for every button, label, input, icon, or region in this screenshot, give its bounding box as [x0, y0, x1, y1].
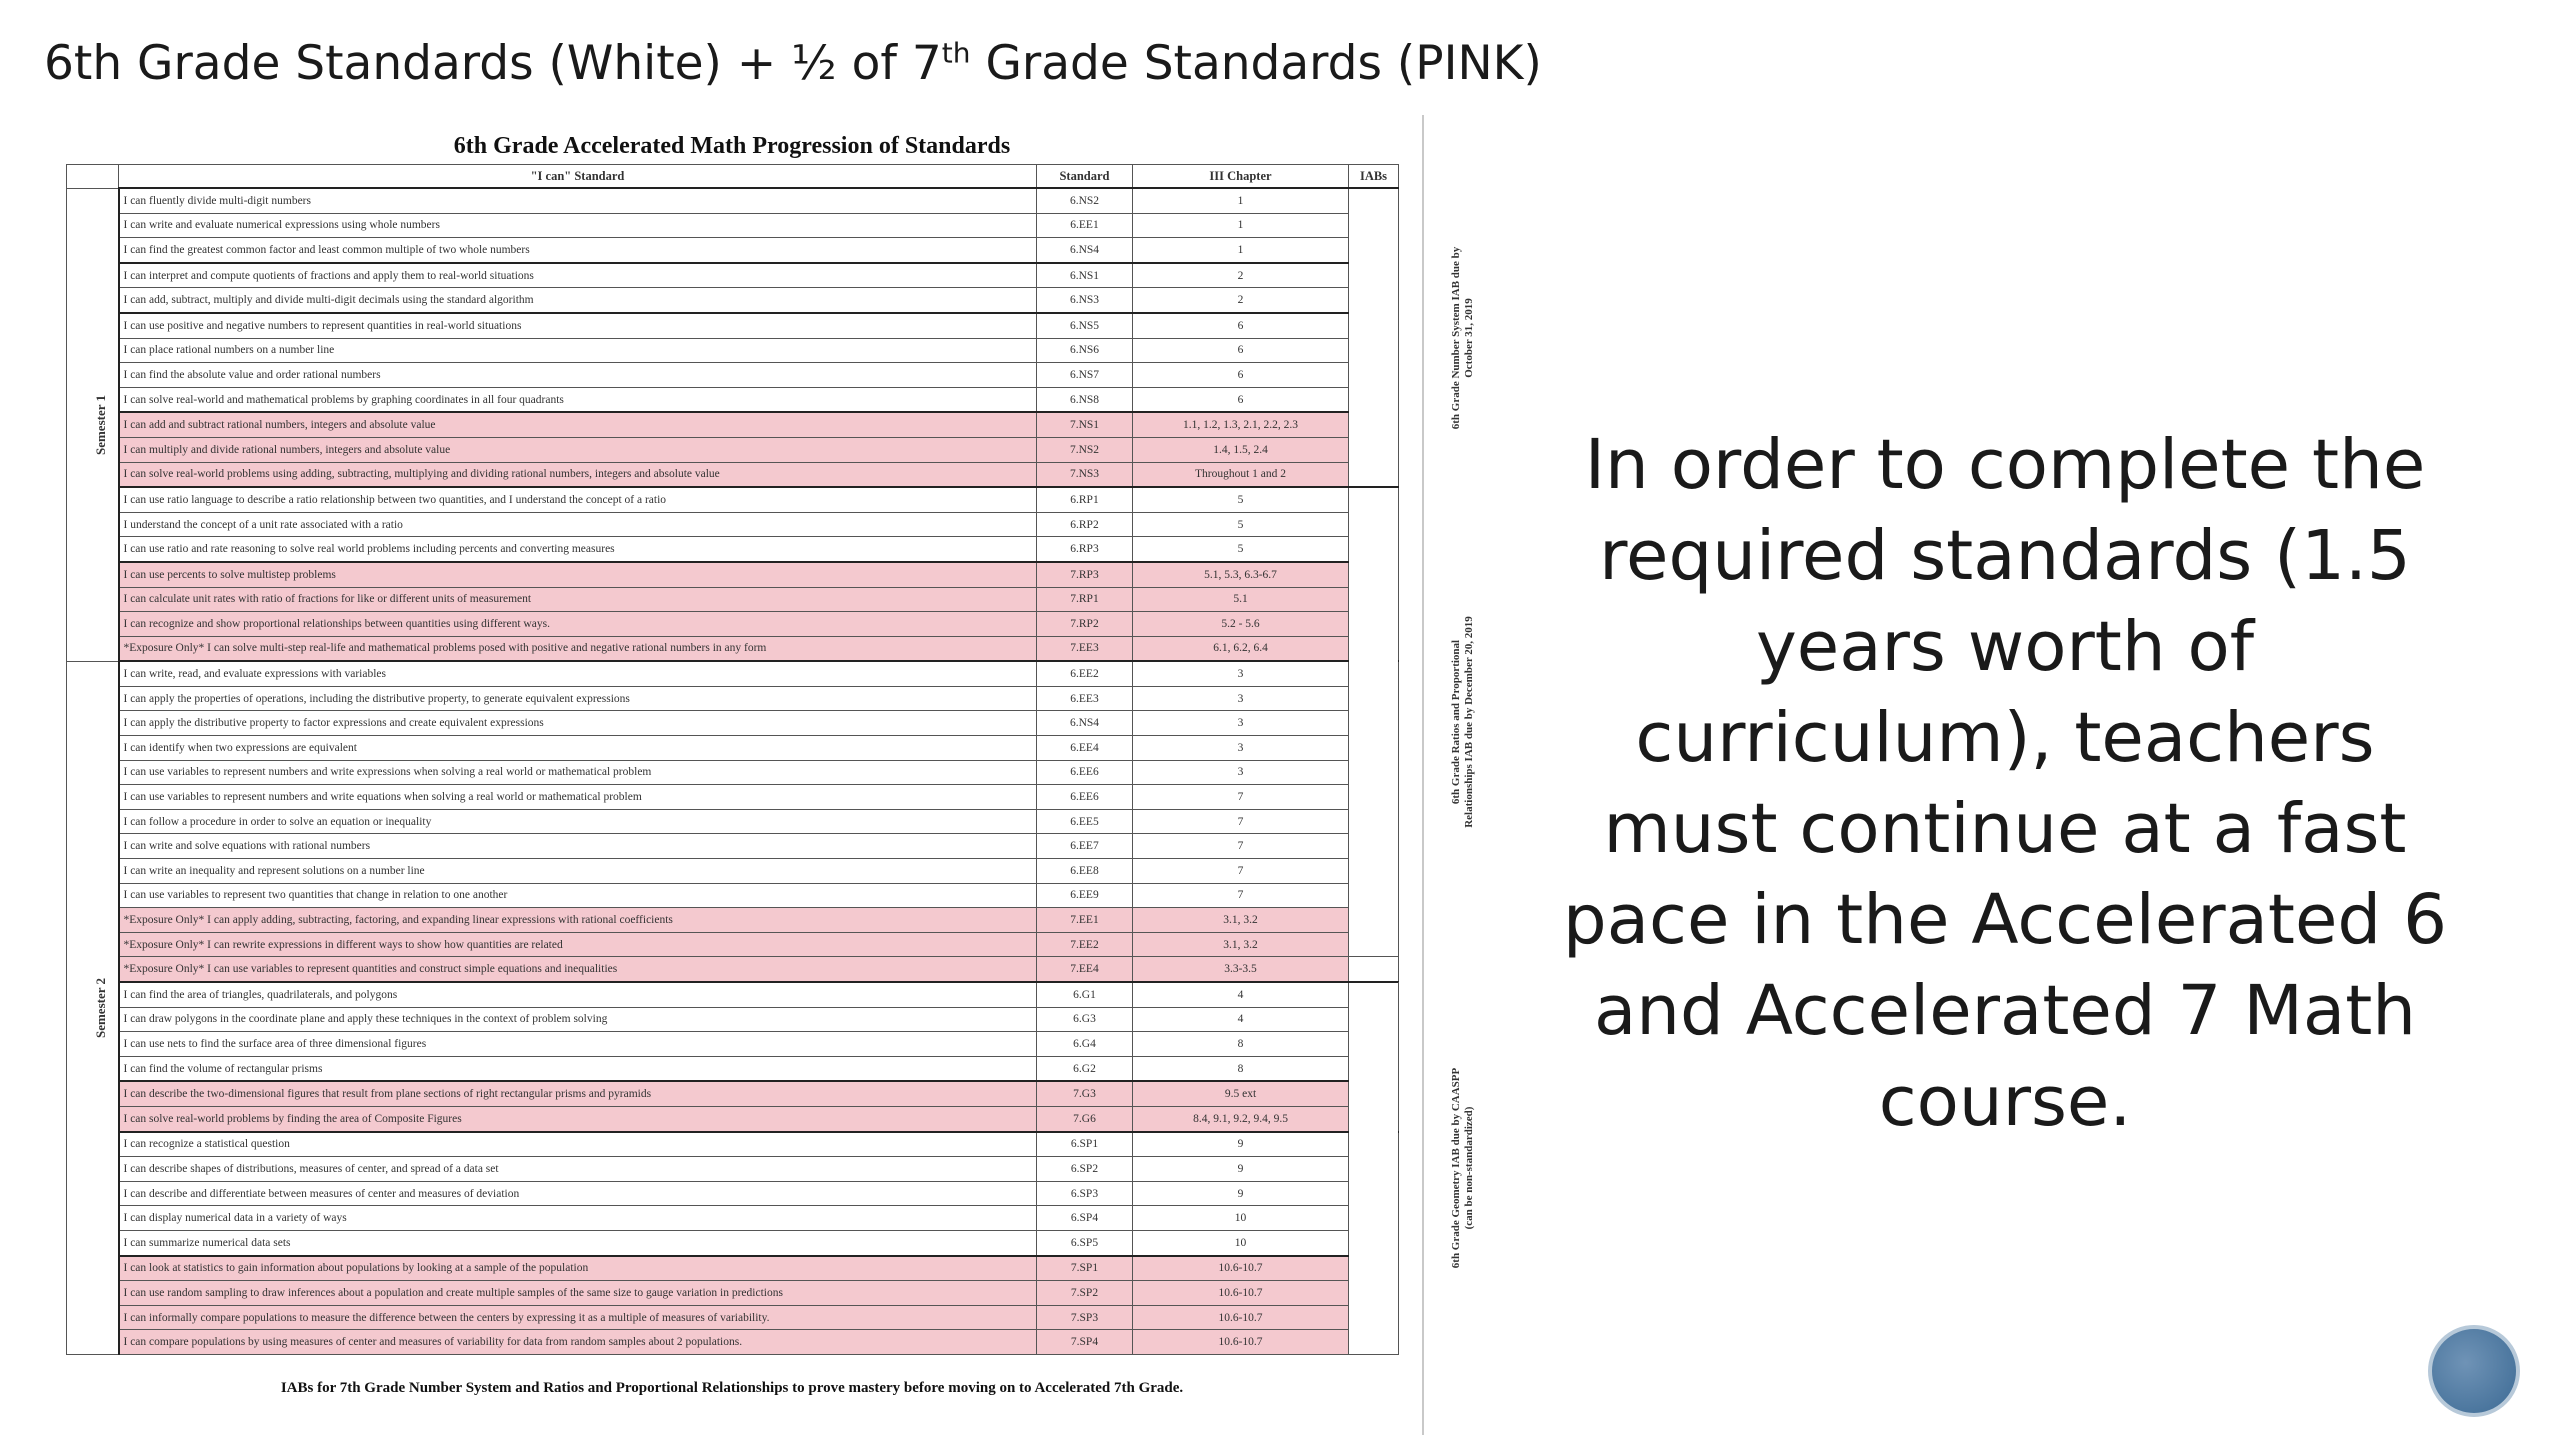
- i-can-cell: I can multiply and divide rational numbers, integers and absolute value: [119, 437, 1037, 462]
- table-row: [67, 785, 1399, 810]
- chapter-cell: 3: [1133, 760, 1349, 785]
- chapter-cell: 8.4, 9.1, 9.2, 9.4, 9.5: [1133, 1106, 1349, 1131]
- i-can-cell: I can look at statistics to gain information about populations by looking at a sample of the population: [119, 1256, 1037, 1281]
- table-row: [67, 288, 1399, 313]
- i-can-cell: I can informally compare populations to measure the difference between the centers by expressing it as a multiple of measures of variability.: [119, 1305, 1037, 1330]
- i-can-cell: I can summarize numerical data sets: [119, 1230, 1037, 1255]
- table-row: [67, 636, 1399, 661]
- standard-cell: 7.EE3: [1037, 636, 1133, 661]
- chapter-cell: 10.6-10.7: [1133, 1305, 1349, 1330]
- table-row: [67, 1132, 1399, 1157]
- table-row: [67, 1206, 1399, 1231]
- chapter-cell: 3: [1133, 686, 1349, 711]
- table-row: [67, 537, 1399, 562]
- table-row: [67, 188, 1399, 213]
- standard-cell: 6.G4: [1037, 1032, 1133, 1057]
- i-can-cell: I can solve real-world and mathematical problems by graphing coordinates in all four quadrants: [119, 387, 1037, 412]
- standard-cell: 6.NS8: [1037, 387, 1133, 412]
- standard-cell: 6.NS4: [1037, 238, 1133, 263]
- chapter-cell: 9: [1133, 1132, 1349, 1157]
- i-can-cell: I can find the area of triangles, quadrilaterals, and polygons: [119, 982, 1037, 1007]
- standards-table: [66, 164, 1475, 1355]
- header-chapter: III Chapter: [1133, 165, 1349, 189]
- slide-nav-button[interactable]: [2428, 1325, 2520, 1417]
- table-row: [67, 982, 1399, 1007]
- standard-cell: 7.EE4: [1037, 957, 1133, 982]
- standard-cell: 6.EE8: [1037, 859, 1133, 884]
- table-row: [67, 363, 1399, 388]
- table-row: [67, 1081, 1399, 1106]
- table-row: [67, 1007, 1399, 1032]
- header-i-can: "I can" Standard: [119, 165, 1037, 189]
- standard-cell: 6.SP2: [1037, 1157, 1133, 1182]
- header-iabs: IABs: [1349, 165, 1399, 189]
- standard-cell: 7.SP1: [1037, 1256, 1133, 1281]
- chapter-cell: 7: [1133, 809, 1349, 834]
- chapter-cell: 9: [1133, 1181, 1349, 1206]
- standard-cell: 7.RP1: [1037, 587, 1133, 612]
- table-row: [67, 809, 1399, 834]
- chapter-cell: 2: [1133, 288, 1349, 313]
- chapter-cell: 9.5 ext: [1133, 1081, 1349, 1106]
- slide-title: [44, 36, 1542, 91]
- table-row: [67, 387, 1399, 412]
- chapter-cell: 6: [1133, 387, 1349, 412]
- chapter-cell: 3: [1133, 736, 1349, 761]
- table-row: [67, 238, 1399, 263]
- standard-cell: 6.NS7: [1037, 363, 1133, 388]
- standard-cell: 7.NS3: [1037, 462, 1133, 487]
- i-can-cell: I can calculate unit rates with ratio of fractions for like or different units of measurement: [119, 587, 1037, 612]
- i-can-cell: *Exposure Only* I can use variables to represent quantities and construct simple equations and inequalities: [119, 957, 1037, 982]
- chapter-cell: 6.1, 6.2, 6.4: [1133, 636, 1349, 661]
- standard-cell: 6.NS6: [1037, 338, 1133, 363]
- chapter-cell: 2: [1133, 263, 1349, 288]
- i-can-cell: I can find the greatest common factor and least common multiple of two whole numbers: [119, 238, 1037, 263]
- chapter-cell: 6: [1133, 363, 1349, 388]
- i-can-cell: I can fluently divide multi-digit numbers: [119, 188, 1037, 213]
- table-row: [67, 1256, 1399, 1281]
- standard-cell: 7.SP2: [1037, 1281, 1133, 1306]
- standards-table-body: [67, 188, 1475, 1354]
- standard-cell: 7.EE2: [1037, 932, 1133, 957]
- table-row: [67, 612, 1399, 637]
- chapter-cell: 9: [1133, 1157, 1349, 1182]
- standard-cell: 7.G3: [1037, 1081, 1133, 1106]
- standard-cell: 6.EE6: [1037, 785, 1133, 810]
- table-row: [67, 587, 1399, 612]
- title-rest: Grade Standards (PINK): [970, 36, 1542, 91]
- chapter-cell: 5: [1133, 537, 1349, 562]
- standard-cell: 6.SP4: [1037, 1206, 1133, 1231]
- chapter-cell: 5.1, 5.3, 6.3-6.7: [1133, 562, 1349, 587]
- chapter-cell: 3.1, 3.2: [1133, 908, 1349, 933]
- chapter-cell: 1: [1133, 238, 1349, 263]
- standard-cell: 7.RP2: [1037, 612, 1133, 637]
- chapter-cell: 7: [1133, 785, 1349, 810]
- i-can-cell: I can use nets to find the surface area of three dimensional figures: [119, 1032, 1037, 1057]
- table-row: [67, 859, 1399, 884]
- chapter-cell: 10: [1133, 1230, 1349, 1255]
- table-row: [67, 562, 1399, 587]
- chapter-cell: 7: [1133, 859, 1349, 884]
- i-can-cell: *Exposure Only* I can apply adding, subtracting, factoring, and expanding linear expressions with rational coefficients: [119, 908, 1037, 933]
- i-can-cell: I can write and solve equations with rational numbers: [119, 834, 1037, 859]
- chapter-cell: 1: [1133, 213, 1349, 238]
- chapter-cell: 10.6-10.7: [1133, 1330, 1349, 1355]
- standard-cell: 7.SP3: [1037, 1305, 1133, 1330]
- standard-cell: 6.G3: [1037, 1007, 1133, 1032]
- standard-cell: 6.EE5: [1037, 809, 1133, 834]
- i-can-cell: I can solve real-world problems by finding the area of Composite Figures: [119, 1106, 1037, 1131]
- table-row: [67, 1181, 1399, 1206]
- i-can-cell: I can find the volume of rectangular prisms: [119, 1056, 1037, 1081]
- i-can-cell: I can interpret and compute quotients of fractions and apply them to real-world situations: [119, 263, 1037, 288]
- i-can-cell: I can use random sampling to draw inferences about a population and create multiple samples of the same size to gauge variation in predictions: [119, 1281, 1037, 1306]
- standards-document-image: [62, 128, 1475, 1428]
- standard-cell: 6.EE3: [1037, 686, 1133, 711]
- standard-cell: 6.SP5: [1037, 1230, 1133, 1255]
- standard-cell: 6.NS3: [1037, 288, 1133, 313]
- i-can-cell: *Exposure Only* I can solve multi-step real-life and mathematical problems posed with positive and negative rational numbers in any form: [119, 636, 1037, 661]
- i-can-cell: I can use percents to solve multistep problems: [119, 562, 1037, 587]
- standard-cell: 6.G1: [1037, 982, 1133, 1007]
- table-row: [67, 512, 1399, 537]
- standard-cell: 6.NS4: [1037, 711, 1133, 736]
- chapter-cell: 10.6-10.7: [1133, 1281, 1349, 1306]
- i-can-cell: I can write, read, and evaluate expressions with variables: [119, 661, 1037, 686]
- chapter-cell: 7: [1133, 883, 1349, 908]
- chapter-cell: 3.1, 3.2: [1133, 932, 1349, 957]
- i-can-cell: I can place rational numbers on a number line: [119, 338, 1037, 363]
- i-can-cell: I can write and evaluate numerical expressions using whole numbers: [119, 213, 1037, 238]
- semester-label: Semester 1: [67, 188, 119, 661]
- chapter-cell: 10: [1133, 1206, 1349, 1231]
- chapter-cell: 3: [1133, 711, 1349, 736]
- i-can-cell: I understand the concept of a unit rate associated with a ratio: [119, 512, 1037, 537]
- standard-cell: 6.G2: [1037, 1056, 1133, 1081]
- iab-label: 6th Grade Ratios and Proportional Relationships IAB due by December 20, 2019: [1349, 487, 1399, 957]
- standard-cell: 6.RP1: [1037, 487, 1133, 512]
- chapter-cell: 6: [1133, 313, 1349, 338]
- i-can-cell: I can identify when two expressions are equivalent: [119, 736, 1037, 761]
- chapter-cell: 6: [1133, 338, 1349, 363]
- standard-cell: 7.NS1: [1037, 412, 1133, 437]
- chapter-cell: 8: [1133, 1056, 1349, 1081]
- standard-cell: 7.SP4: [1037, 1330, 1133, 1355]
- i-can-cell: I can use ratio and rate reasoning to solve real world problems including percents and converting measures: [119, 537, 1037, 562]
- document-title: 6th Grade Accelerated Math Progression of Standards: [453, 133, 1011, 159]
- chapter-cell: 7: [1133, 834, 1349, 859]
- i-can-cell: I can recognize a statistical question: [119, 1132, 1037, 1157]
- standard-cell: 6.SP1: [1037, 1132, 1133, 1157]
- table-row: [67, 908, 1399, 933]
- table-row: [67, 834, 1399, 859]
- chapter-cell: 4: [1133, 982, 1349, 1007]
- standard-cell: 7.NS2: [1037, 437, 1133, 462]
- table-row: [67, 661, 1399, 686]
- i-can-cell: I can describe the two-dimensional figures that result from plane sections of right rectangular prisms and pyramids: [119, 1081, 1037, 1106]
- table-row: [67, 1230, 1399, 1255]
- i-can-cell: I can display numerical data in a variety of ways: [119, 1206, 1037, 1231]
- standard-cell: 6.SP3: [1037, 1181, 1133, 1206]
- table-row: [67, 932, 1399, 957]
- chapter-cell: Throughout 1 and 2: [1133, 462, 1349, 487]
- chapter-cell: 1.4, 1.5, 2.4: [1133, 437, 1349, 462]
- table-row: [67, 213, 1399, 238]
- header-standard: Standard: [1037, 165, 1133, 189]
- standard-cell: 6.NS2: [1037, 188, 1133, 213]
- standard-cell: 6.RP3: [1037, 537, 1133, 562]
- table-row: [67, 686, 1399, 711]
- i-can-cell: I can draw polygons in the coordinate plane and apply these techniques in the context of problem solving: [119, 1007, 1037, 1032]
- table-row: [67, 1032, 1399, 1057]
- table-header-row: [67, 165, 1399, 189]
- i-can-cell: I can compare populations by using measures of center and measures of variability for data from random samples about 2 populations.: [119, 1330, 1037, 1355]
- chapter-cell: 3: [1133, 661, 1349, 686]
- i-can-cell: I can recognize and show proportional relationships between quantities using different ways.: [119, 612, 1037, 637]
- document-footer: IABs for 7th Grade Number System and Ratios and Proportional Relationships to prove mastery before moving on to Accelerated 7th Grade.: [280, 1380, 1184, 1396]
- i-can-cell: I can use variables to represent numbers and write equations when solving a real world or mathematical problem: [119, 785, 1037, 810]
- i-can-cell: I can use variables to represent two quantities that change in relation to one another: [119, 883, 1037, 908]
- i-can-cell: I can add and subtract rational numbers, integers and absolute value: [119, 412, 1037, 437]
- semester-label: Semester 2: [67, 661, 119, 1354]
- chapter-cell: 5.1: [1133, 587, 1349, 612]
- chapter-cell: 10.6-10.7: [1133, 1256, 1349, 1281]
- i-can-cell: *Exposure Only* I can rewrite expressions in different ways to show how quantities are related: [119, 932, 1037, 957]
- table-row: [67, 957, 1399, 982]
- i-can-cell: I can use ratio language to describe a ratio relationship between two quantities, and I understand the concept of a ratio: [119, 487, 1037, 512]
- table-row: [67, 1305, 1399, 1330]
- i-can-cell: I can apply the properties of operations, including the distributive property, to generate equivalent expressions: [119, 686, 1037, 711]
- standard-cell: 6.EE4: [1037, 736, 1133, 761]
- i-can-cell: I can solve real-world problems using adding, subtracting, multiplying and dividing rational numbers, integers and absolute value: [119, 462, 1037, 487]
- standard-cell: 6.NS5: [1037, 313, 1133, 338]
- table-row: [67, 1281, 1399, 1306]
- title-superscript: th: [941, 36, 971, 70]
- i-can-cell: I can use variables to represent numbers and write expressions when solving a real world or mathematical problem: [119, 760, 1037, 785]
- table-row: [67, 412, 1399, 437]
- i-can-cell: I can describe shapes of distributions, measures of center, and spread of a data set: [119, 1157, 1037, 1182]
- standard-cell: 6.NS1: [1037, 263, 1133, 288]
- table-row: [67, 1106, 1399, 1131]
- table-row: [67, 487, 1399, 512]
- table-row: [67, 462, 1399, 487]
- standard-cell: 7.EE1: [1037, 908, 1133, 933]
- chapter-cell: 5.2 - 5.6: [1133, 612, 1349, 637]
- table-row: [67, 711, 1399, 736]
- title-main: 6th Grade Standards (White) + ½ of 7: [44, 36, 942, 91]
- slide-body-text: In order to complete the required standards (1.5 years worth of curriculum), teachers must continue at a fast pace in the Accelerated 6 and Accelerated 7 Math course.: [1562, 425, 2448, 1142]
- divider-line: [1422, 115, 1424, 1435]
- table-row: [67, 760, 1399, 785]
- standard-cell: 6.EE7: [1037, 834, 1133, 859]
- i-can-cell: I can apply the distributive property to factor expressions and create equivalent expressions: [119, 711, 1037, 736]
- chapter-cell: 1.1, 1.2, 1.3, 2.1, 2.2, 2.3: [1133, 412, 1349, 437]
- standard-cell: 6.EE1: [1037, 213, 1133, 238]
- standard-cell: 6.RP2: [1037, 512, 1133, 537]
- chapter-cell: 3.3-3.5: [1133, 957, 1349, 982]
- chapter-cell: 4: [1133, 1007, 1349, 1032]
- table-row: [67, 1157, 1399, 1182]
- i-can-cell: I can find the absolute value and order rational numbers: [119, 363, 1037, 388]
- iab-label: 6th Grade Geometry IAB due by CAASPP (can be non-standardized): [1349, 982, 1399, 1354]
- i-can-cell: I can add, subtract, multiply and divide multi-digit decimals using the standard algorithm: [119, 288, 1037, 313]
- table-row: [67, 313, 1399, 338]
- standard-cell: 7.G6: [1037, 1106, 1133, 1131]
- standard-cell: 6.EE9: [1037, 883, 1133, 908]
- i-can-cell: I can write an inequality and represent solutions on a number line: [119, 859, 1037, 884]
- table-row: [67, 736, 1399, 761]
- table-row: [67, 437, 1399, 462]
- iab-label: 6th Grade Number System IAB due by October 31, 2019: [1349, 188, 1399, 487]
- chapter-cell: 1: [1133, 188, 1349, 213]
- i-can-cell: I can use positive and negative numbers to represent quantities in real-world situations: [119, 313, 1037, 338]
- i-can-cell: I can describe and differentiate between measures of center and measures of deviation: [119, 1181, 1037, 1206]
- table-row: [67, 263, 1399, 288]
- chapter-cell: 5: [1133, 487, 1349, 512]
- chapter-cell: 8: [1133, 1032, 1349, 1057]
- chapter-cell: 5: [1133, 512, 1349, 537]
- table-row: [67, 338, 1399, 363]
- standard-cell: 7.RP3: [1037, 562, 1133, 587]
- i-can-cell: I can follow a procedure in order to solve an equation or inequality: [119, 809, 1037, 834]
- table-row: [67, 1330, 1399, 1355]
- table-row: [67, 883, 1399, 908]
- standard-cell: 6.EE6: [1037, 760, 1133, 785]
- standard-cell: 6.EE2: [1037, 661, 1133, 686]
- table-row: [67, 1056, 1399, 1081]
